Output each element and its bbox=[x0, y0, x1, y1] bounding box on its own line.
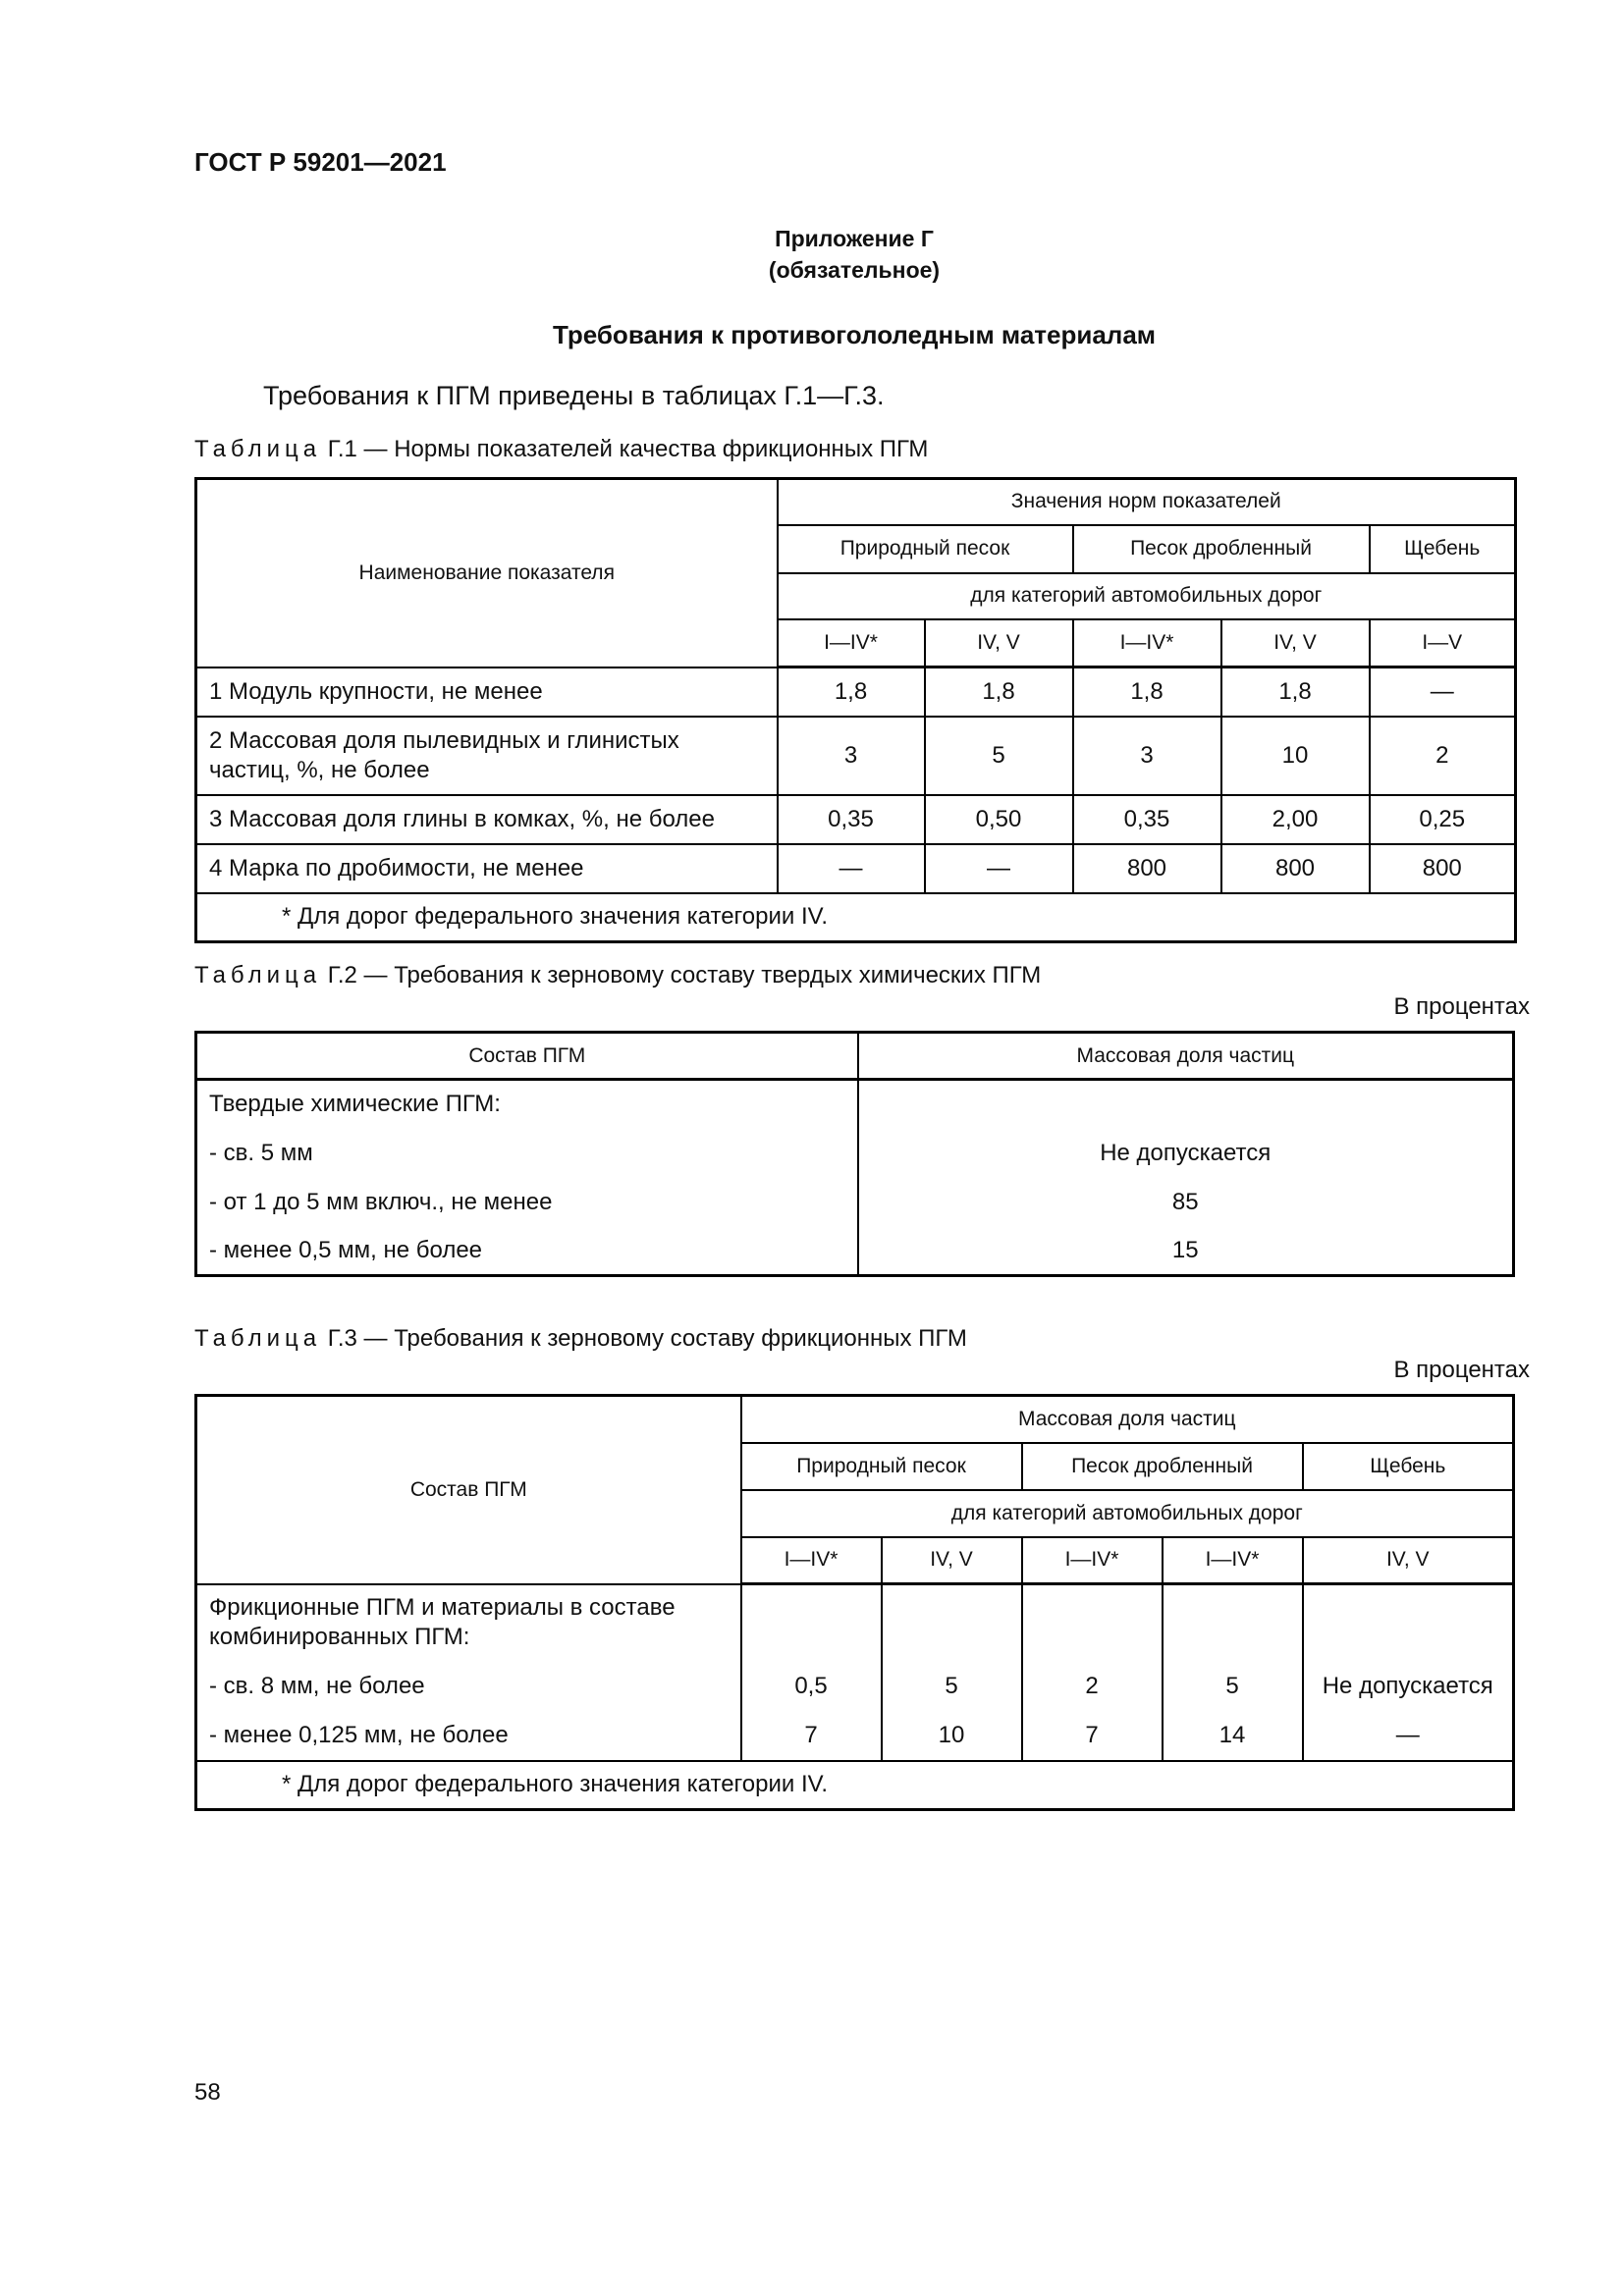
table-row bbox=[196, 1129, 1514, 1178]
t3-header-cat: I—IV* bbox=[1163, 1537, 1303, 1584]
t3-cell: 0,5 bbox=[741, 1661, 882, 1712]
t3-cell: 10 bbox=[882, 1712, 1022, 1761]
t1-cell: 2 bbox=[1370, 717, 1516, 795]
table-g2 bbox=[194, 1031, 1515, 1277]
appendix-status: (обязательное) bbox=[768, 257, 941, 283]
t3-cell: 7 bbox=[741, 1712, 882, 1761]
intro-paragraph: Требования к ПГМ приведены в таблицах Г.1—Г.3. bbox=[263, 381, 885, 410]
t1-cell: 5 bbox=[925, 717, 1073, 795]
t3-header-comp: Состав ПГМ bbox=[196, 1396, 741, 1584]
t3-cell: 2 bbox=[1022, 1661, 1163, 1712]
t1-header-name: Наименование показателя bbox=[196, 479, 778, 667]
table-row bbox=[196, 667, 1516, 717]
t2-group-label: Твердые химические ПГМ: bbox=[196, 1080, 858, 1129]
table3-units: В процентах bbox=[1393, 1357, 1530, 1383]
t1-header-cat: I—IV* bbox=[778, 619, 925, 667]
table-row bbox=[196, 1661, 1514, 1712]
t2-cell: 85 bbox=[858, 1178, 1514, 1227]
table3-caption-label: Таблица bbox=[194, 1325, 322, 1352]
t1-header-group: Природный песок bbox=[778, 525, 1073, 573]
t1-cell: 10 bbox=[1221, 717, 1370, 795]
appendix-title: Приложение Г bbox=[775, 226, 934, 251]
t1-row-name: 3 Массовая доля глины в комках, %, не более bbox=[196, 795, 778, 844]
t3-header-category: для категорий автомобильных дорог bbox=[741, 1490, 1514, 1537]
t3-cell: 5 bbox=[882, 1661, 1022, 1712]
t1-cell: 0,50 bbox=[925, 795, 1073, 844]
t1-header-category: для категорий автомобильных дорог bbox=[778, 573, 1516, 619]
table1-caption-label: Таблица bbox=[194, 436, 322, 462]
t1-cell: 800 bbox=[1221, 844, 1370, 893]
t3-header-group: Природный песок bbox=[741, 1443, 1022, 1490]
t1-cell: 800 bbox=[1073, 844, 1221, 893]
t3-header-cat: I—IV* bbox=[1022, 1537, 1163, 1584]
t2-row-name: - от 1 до 5 мм включ., не менее bbox=[196, 1178, 858, 1227]
section-title: Требования к противогололедным материалам bbox=[552, 320, 1157, 349]
t3-header-group: Щебень bbox=[1303, 1443, 1514, 1490]
table1-caption bbox=[194, 436, 928, 463]
t1-footnote: * Для дорог федерального значения категории IV. bbox=[196, 893, 1516, 942]
t3-cell: 14 bbox=[1163, 1712, 1303, 1761]
t3-row-name: - св. 8 мм, не более bbox=[196, 1661, 741, 1712]
t1-cell: 1,8 bbox=[925, 667, 1073, 717]
t2-cell: Не допускается bbox=[858, 1129, 1514, 1178]
table2-caption-text: Г.2 — Требования к зерновому составу твердых химических ПГМ bbox=[327, 962, 1042, 988]
t3-cell: 7 bbox=[1022, 1712, 1163, 1761]
table-row bbox=[196, 1227, 1514, 1276]
t3-row-name: - менее 0,125 мм, не более bbox=[196, 1712, 741, 1761]
t2-header-comp: Состав ПГМ bbox=[196, 1033, 858, 1080]
table1-caption-text: Г.1 — Нормы показателей качества фрикционных ПГМ bbox=[327, 436, 929, 462]
t1-cell: 0,25 bbox=[1370, 795, 1516, 844]
t1-header-cat: IV, V bbox=[925, 619, 1073, 667]
table-row bbox=[196, 795, 1516, 844]
t3-header-group: Песок дробленный bbox=[1022, 1443, 1303, 1490]
t1-cell: 800 bbox=[1370, 844, 1516, 893]
table-row bbox=[196, 1584, 1514, 1661]
table3-caption bbox=[194, 1325, 967, 1353]
t1-cell: 2,00 bbox=[1221, 795, 1370, 844]
t1-cell: — bbox=[778, 844, 925, 893]
t1-row-name: 1 Модуль крупности, не менее bbox=[196, 667, 778, 717]
table-row bbox=[196, 1178, 1514, 1227]
page-number: 58 bbox=[194, 2079, 221, 2106]
t1-header-cat: I—V bbox=[1370, 619, 1516, 667]
document-code: ГОСТ Р 59201—2021 bbox=[194, 147, 447, 177]
t1-cell: 1,8 bbox=[1221, 667, 1370, 717]
t1-cell: — bbox=[1370, 667, 1516, 717]
t2-row-name: - св. 5 мм bbox=[196, 1129, 858, 1178]
t3-cell: Не допускается bbox=[1303, 1661, 1514, 1712]
t3-cell: — bbox=[1303, 1712, 1514, 1761]
t1-cell: 0,35 bbox=[1073, 795, 1221, 844]
table3-caption-text: Г.3 — Требования к зерновому составу фрикционных ПГМ bbox=[327, 1325, 967, 1352]
t1-row-name: 4 Марка по дробимости, не менее bbox=[196, 844, 778, 893]
t1-header-group: Песок дробленный bbox=[1073, 525, 1370, 573]
table-row bbox=[196, 717, 1516, 795]
t1-cell: 1,8 bbox=[1073, 667, 1221, 717]
t2-cell: 15 bbox=[858, 1227, 1514, 1276]
t1-header-values: Значения норм показателей bbox=[778, 479, 1516, 525]
table2-caption-label: Таблица bbox=[194, 962, 322, 988]
t3-group-label: Фрикционные ПГМ и материалы в составе комбинированных ПГМ: bbox=[196, 1584, 741, 1661]
t1-cell: 1,8 bbox=[778, 667, 925, 717]
table2-caption bbox=[194, 962, 1041, 989]
table2-units: В процентах bbox=[1393, 993, 1530, 1020]
table-row bbox=[196, 1080, 1514, 1129]
table-row bbox=[196, 1712, 1514, 1761]
t3-header-cat: I—IV* bbox=[741, 1537, 882, 1584]
table-g1 bbox=[194, 477, 1517, 943]
t1-row-name: 2 Массовая доля пылевидных и глинистых частиц, %, не более bbox=[196, 717, 778, 795]
t1-header-cat: I—IV* bbox=[1073, 619, 1221, 667]
t1-cell: — bbox=[925, 844, 1073, 893]
t1-cell: 3 bbox=[778, 717, 925, 795]
t1-header-group: Щебень bbox=[1370, 525, 1516, 573]
t2-header-mass: Массовая доля частиц bbox=[858, 1033, 1514, 1080]
t1-cell: 0,35 bbox=[778, 795, 925, 844]
t1-header-cat: IV, V bbox=[1221, 619, 1370, 667]
table-row bbox=[196, 844, 1516, 893]
t3-header-cat: IV, V bbox=[1303, 1537, 1514, 1584]
t3-cell: 5 bbox=[1163, 1661, 1303, 1712]
table-g3 bbox=[194, 1394, 1515, 1811]
t1-cell: 3 bbox=[1073, 717, 1221, 795]
t3-header-cat: IV, V bbox=[882, 1537, 1022, 1584]
t3-footnote: * Для дорог федерального значения категории IV. bbox=[196, 1761, 1514, 1810]
t2-row-name: - менее 0,5 мм, не более bbox=[196, 1227, 858, 1276]
t3-header-mass: Массовая доля частиц bbox=[741, 1396, 1514, 1443]
